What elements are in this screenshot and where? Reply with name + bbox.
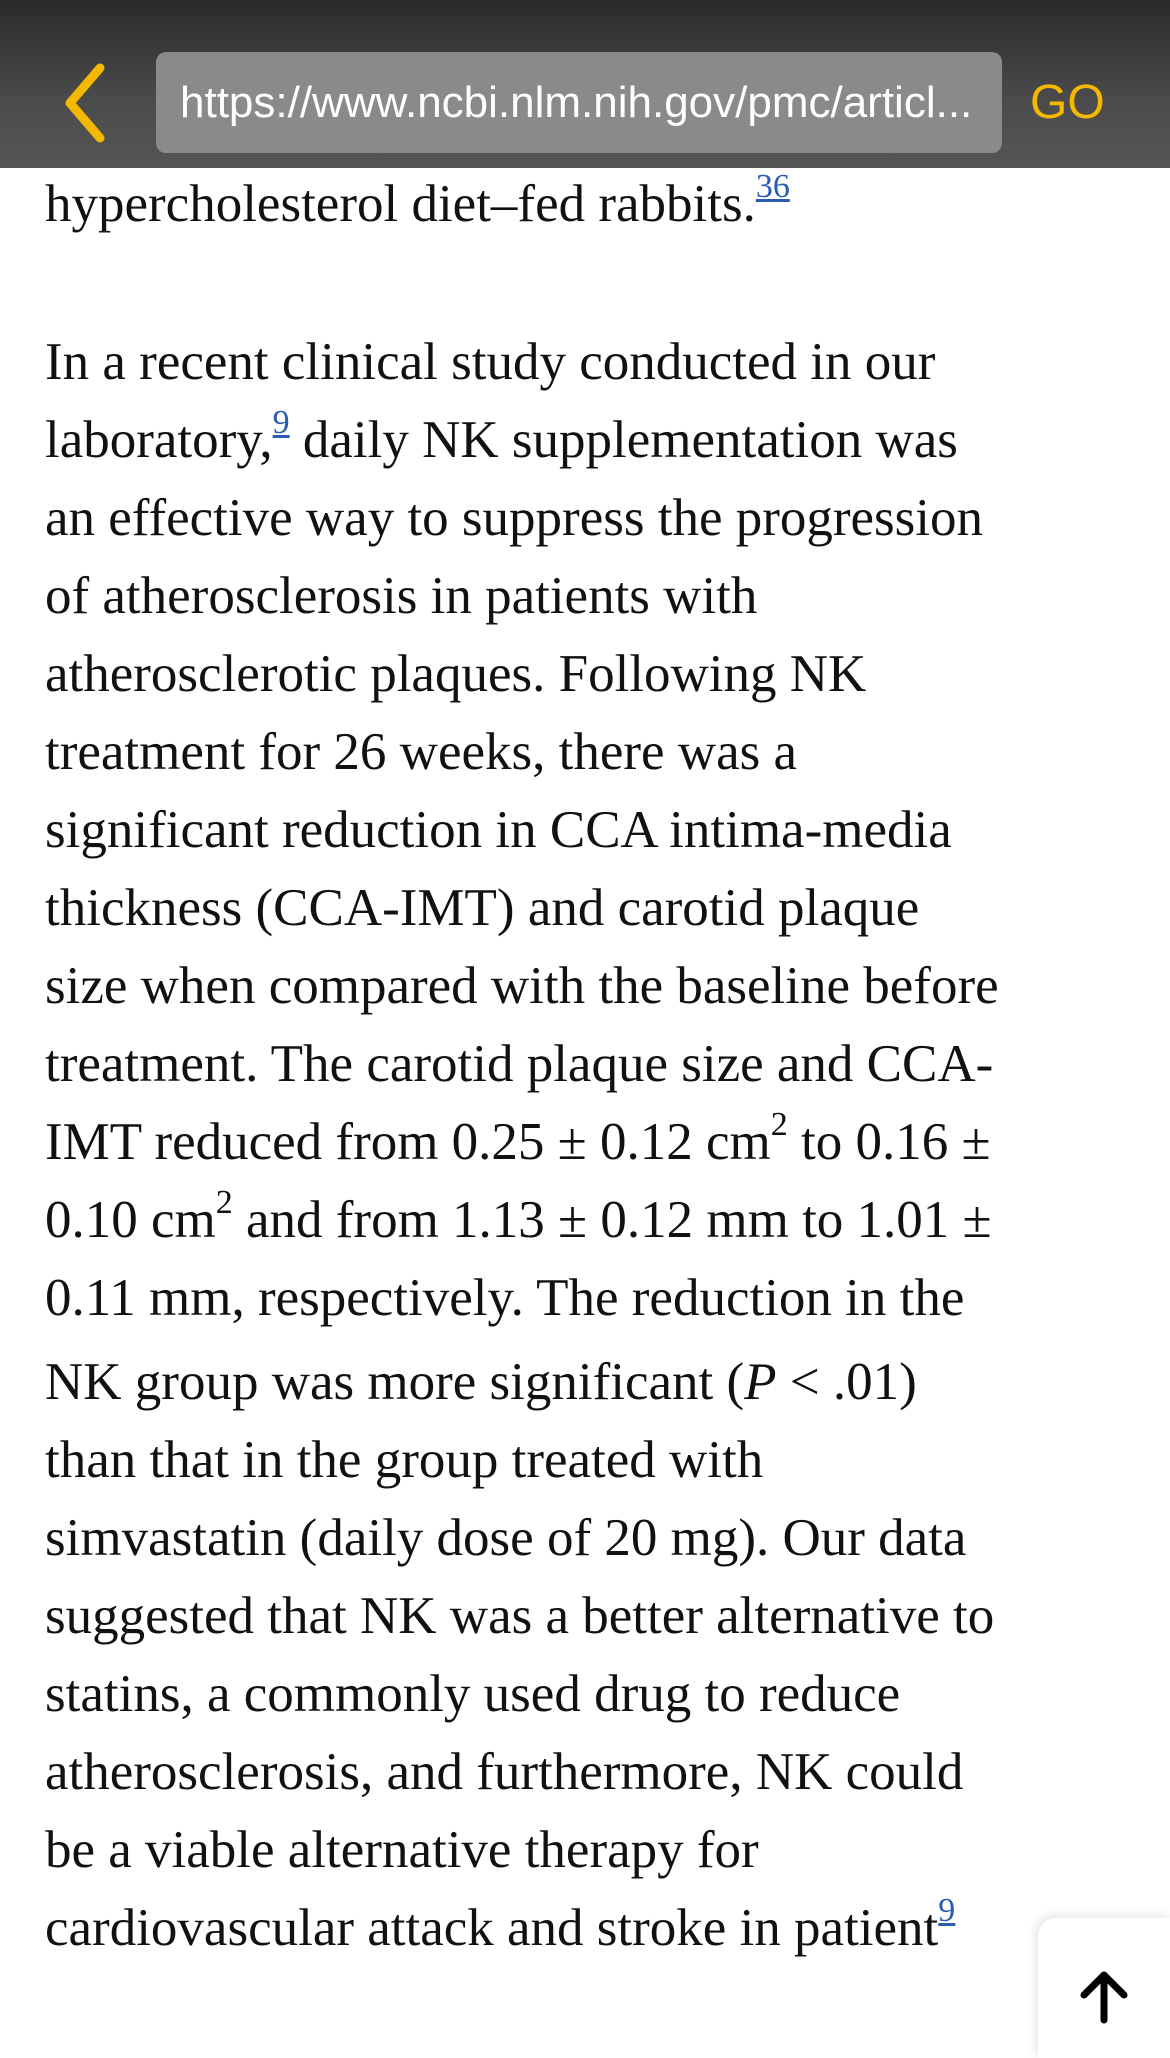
back-button[interactable]: [52, 60, 122, 146]
paragraph-line: size when compared with the baseline before: [45, 957, 999, 1015]
paragraph-line: treatment. The carotid plaque size and CCA-: [45, 1035, 994, 1093]
url-text: https://www.ncbi.nlm.nih.gov/pmc/articl...: [180, 77, 973, 127]
paragraph-line: simvastatin (daily dose of 20 mg). Our data: [45, 1509, 967, 1567]
citation-9[interactable]: [273, 404, 290, 441]
browser-toolbar: [0, 0, 1170, 168]
paragraph-line: suggested that NK was a better alternative to: [45, 1587, 995, 1645]
paragraph-line: cardiovascular attack and stroke in patient$^9$: [45, 1892, 956, 1957]
paragraph-line: atherosclerosis, and furthermore, NK could: [45, 1743, 964, 1801]
paragraph-line: NK group was more significant (P < .01): [45, 1353, 917, 1411]
superscript: 2: [215, 1184, 233, 1221]
paragraph-line: 0.11 mm, respectively. The reduction in the: [45, 1269, 965, 1327]
citation-36[interactable]: [756, 168, 790, 205]
paragraph-line: 0.10 $cm^2$ and from 1.13 ± 0.12 mm to 1.01 ±: [45, 1184, 992, 1249]
paragraph-line: laboratory,$^9$ daily NK supplementation was: [45, 404, 958, 469]
go-button[interactable]: GO: [1030, 76, 1105, 129]
paragraph-line: an effective way to suppress the progression: [45, 489, 984, 547]
paragraph-line: than that in the group treated with: [45, 1431, 764, 1489]
scroll-to-top-button[interactable]: [1038, 1918, 1170, 2058]
chevron-left-icon: [52, 60, 122, 146]
paragraph-line: significant reduction in CCA intima-media: [45, 801, 952, 859]
paragraph-line: In a recent clinical study conducted in our: [45, 333, 936, 391]
arrow-up-icon: [1076, 1968, 1132, 2024]
citation-link[interactable]: 9: [938, 1892, 956, 1929]
citation-link[interactable]: 9: [272, 404, 290, 441]
paragraph-line: be a viable alternative therapy for: [45, 1821, 759, 1879]
paragraph-line: treatment for 26 weeks, there was a: [45, 723, 797, 781]
paragraph-line: thickness (CCA-IMT) and carotid plaque: [45, 879, 920, 937]
citation-9[interactable]: [938, 1892, 955, 1929]
superscript: 2: [770, 1106, 788, 1143]
url-field[interactable]: [156, 52, 1002, 153]
paragraph-line: atherosclerotic plaques. Following NK: [45, 645, 867, 703]
paragraph-line: statins, a commonly used drug to reduce: [45, 1665, 901, 1723]
citation-link[interactable]: 36: [755, 168, 790, 205]
paragraph-line: IMT reduced from 0.25 ± 0.12 $cm^2$ to 0.16 ±: [45, 1106, 991, 1171]
previous-paragraph-tail: hypercholesterol diet–fed rabbits.$^{36}$: [45, 168, 790, 233]
paragraph-line: of atherosclerosis in patients with: [45, 567, 758, 625]
p-value-symbol: P: [744, 1353, 777, 1411]
